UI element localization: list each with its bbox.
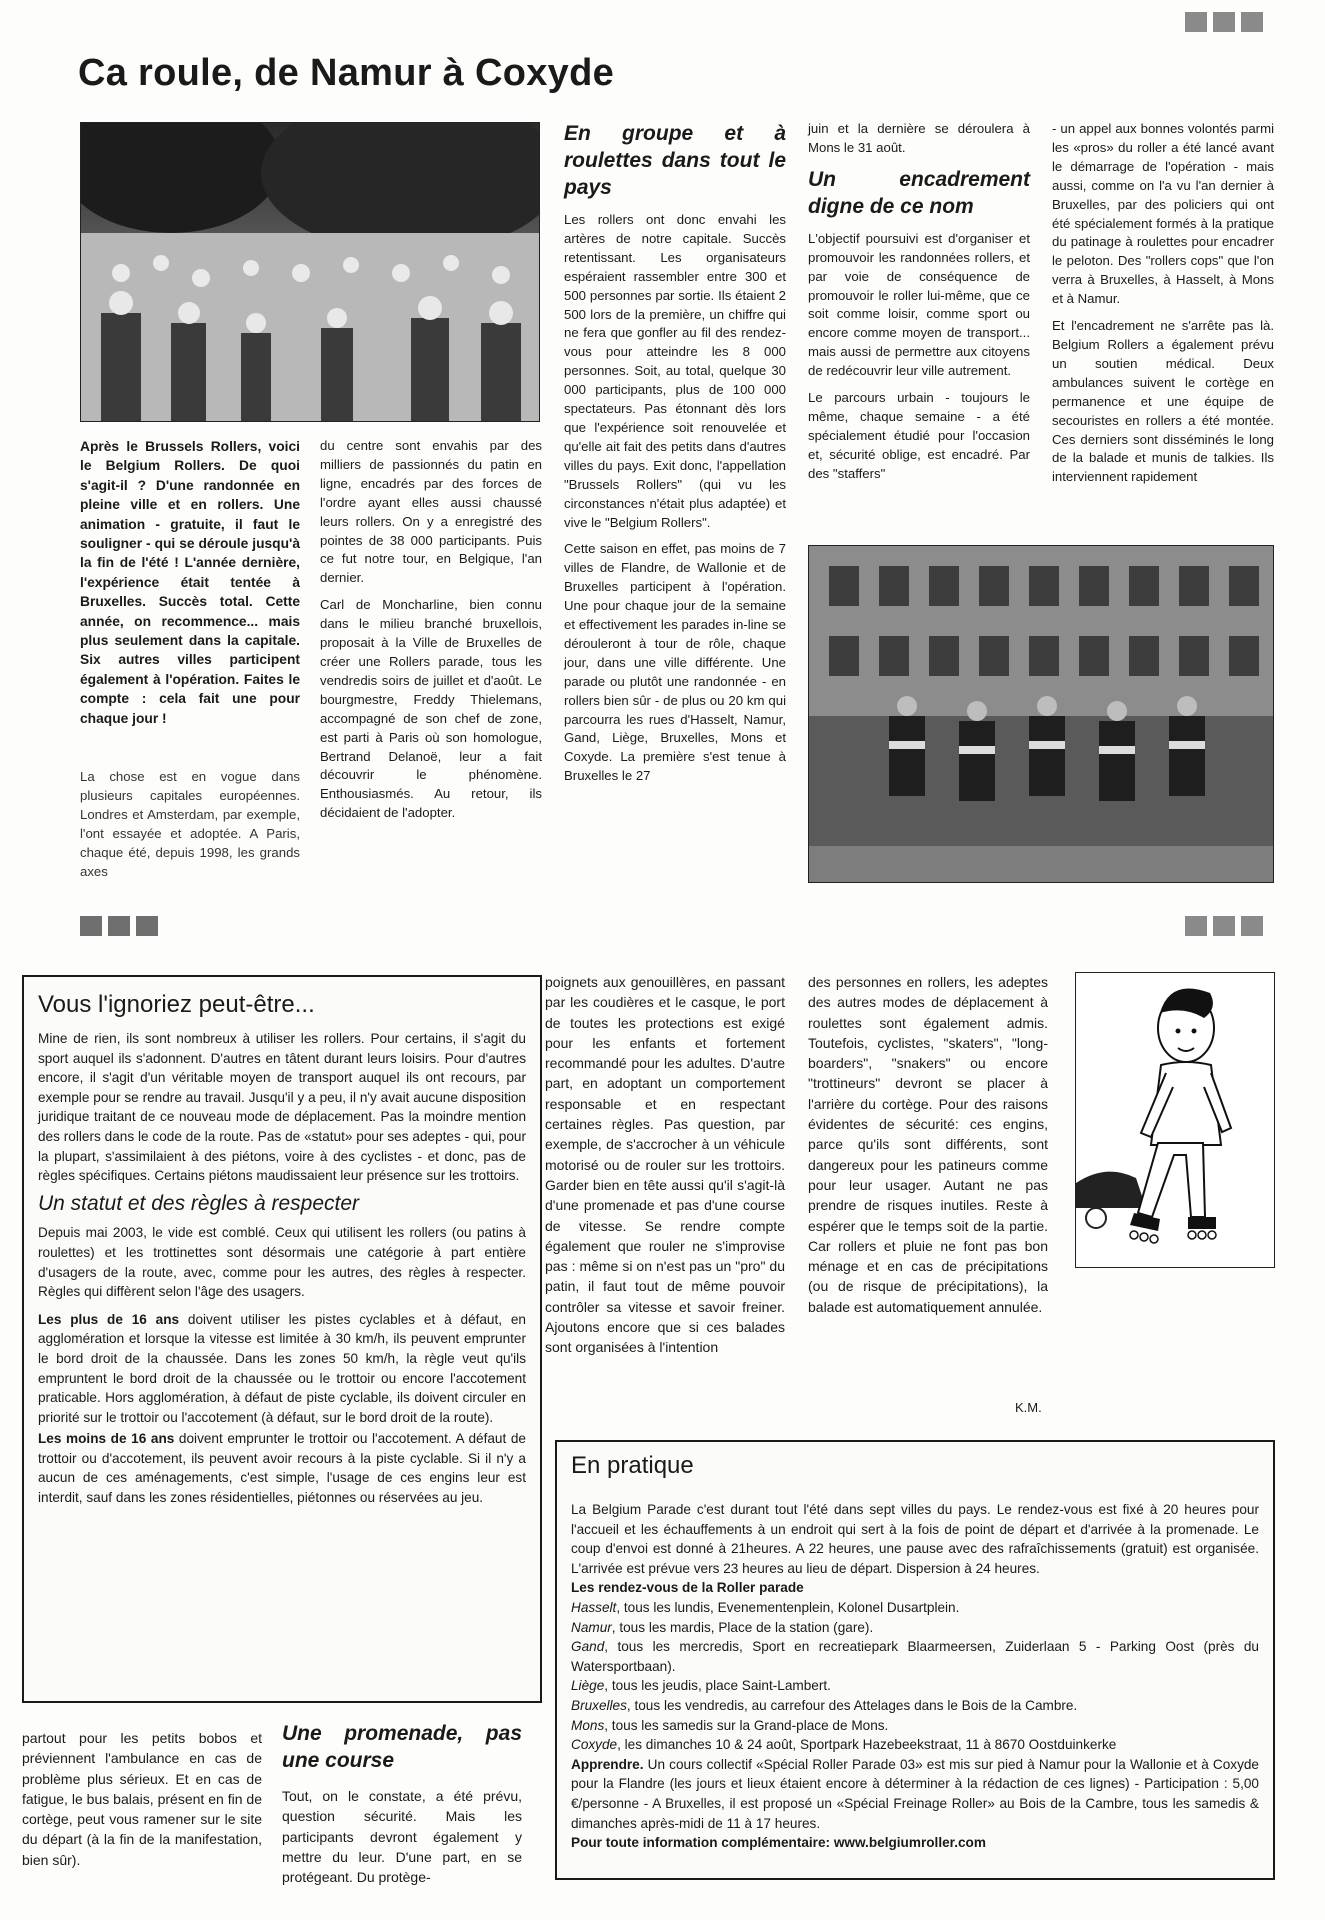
article-col-a: poignets aux genouillères, en passant par les coudières et le casque, le port de toutes les protections est exigé pour les enfants et fortement recommandé pour les adultes. D'autre part, en adoptant un comportement responsable et en respectant certaines règles. Pas question, par exemple, de s'accrocher à un véhicule motorisé ou de rouler sur les trottoirs. Garder bien en tête aussi qu'il s'agit-là d'une promenade et pas d'une course de vitesse. Se rendre compte également que rouler ne s'improvise pas : même si on n'est pas un "pro" du patin, il faut tout de même pouvoir contrôler sa vitesse et savoir freiner. Ajoutons encore que si ces balades sont organisées à l'intention — [545, 974, 785, 1356]
article-col1-text: La chose est en vogue dans plusieurs capitales européennes. Londres et Amsterdam, par exemple, l'ont essayée et adoptée. A Paris, chaque été, depuis 1998, les grands axes — [80, 769, 300, 879]
schedule-city: Mons — [571, 1717, 605, 1733]
article-bottom-left: partout pour les petits bobos et préviennent l'ambulance en cas de problème plus sérieux. Et en cas de fatigue, le bus balais, présent en fin de cortège, peut vous ramener sur le site du départ (à la fin de la manifestation, bien sûr). — [22, 1730, 262, 1868]
decor-square — [1185, 916, 1207, 936]
schedule-text: , tous les vendredis, au carrefour des Attelages dans le Bois de la Cambre. — [626, 1697, 1078, 1713]
police-rollers-photo — [808, 545, 1274, 883]
info-box-p4 — [38, 1429, 526, 1507]
author-signature: K.M. — [1015, 1400, 1042, 1415]
article-col2-p1: du centre sont envahis par des milliers de passionnés du patin en ligne, encadrés par des forces de l'ordre ayant elles aussi chaussé leurs rollers. On y a enregistré des pointes de 38 000 participants. Puis ce fut notre tour, en Belgique, l'an dernier. — [320, 438, 542, 586]
decor-square — [80, 916, 102, 936]
article-col5 — [1052, 120, 1274, 495]
decor-square — [108, 916, 130, 936]
crowd-photo-image — [81, 123, 540, 422]
schedule-text: , tous les mardis, Place de la station (gare). — [611, 1619, 874, 1635]
learn-text: Un cours collectif «Spécial Roller Parade 03» est mis sur pied à Namur pour la Wallonie et à Coxyde pour la Flandre (les jours et lieux étaient encore à déterminer à la rédaction de ces lignes) - Participation : 5,00 €/personne - A Bruxelles, il est proposé un «Spécial Freinage Roller» au Bois de la Cambre, tous les samedis & dimanches après-midi de 11 à 17 heures. — [571, 1756, 1259, 1831]
practical-info — [571, 1833, 1259, 1853]
schedule-title: Les rendez-vous de la Roller parade — [571, 1580, 804, 1596]
practical-box-title: En pratique — [571, 1452, 694, 1479]
article-col3 — [564, 120, 786, 794]
schedule-item — [571, 1716, 1259, 1736]
decor-square — [1185, 12, 1207, 32]
decor-square — [1213, 12, 1235, 32]
schedule-city: Liège — [571, 1678, 605, 1694]
article-col4-p3: Le parcours urbain - toujours le même, chaque semaine - a été spécialement étudié pour l'occasion et, sécurité oblige, est encadré. Par des "staffers" — [808, 390, 1030, 481]
schedule-item — [571, 1735, 1259, 1755]
info-box-subheading: Un statut et des règles à respecter — [38, 1191, 359, 1215]
practical-box — [555, 1440, 1275, 1880]
roller-cartoon — [1075, 972, 1275, 1268]
article-bottom-mid — [282, 1720, 522, 1895]
schedule-city: Hasselt — [571, 1599, 617, 1615]
article-col3-p1: Les rollers ont donc envahi les artères de notre capitale. Succès retentissant. Les organisateurs espéraient rassembler entre 300 et 500 personnes par sortie. Ils étaient 2 500 lors de la première, un chiffre qui ne fera que gonfler au fil des rendez-vous pour atteindre les 8 000 personnes. Soit, au total, quelque 30 000 participants, plus de 100 000 spectateurs. Pas étonnant dès lors que l'expérience soit renouvelée et qu'elle ait fait des petits dans d'autres villes du pays. Exit donc, l'appellation "Brussels Rollers" (qui vu les circonstances n'était plus adaptée) et vive le "Belgium Rollers". — [564, 212, 786, 530]
info-box-body — [38, 1029, 526, 1508]
learn-bold: Apprendre. — [571, 1756, 644, 1772]
decor-square — [136, 916, 158, 936]
info-box-p1: Mine de rien, ils sont nombreux à utiliser les rollers. Pour certains, il s'agit du sport auquel ils s'adonnent. D'autres en tâtent durant leurs loisirs. Pour d'autres encore, il s'agit d'un véritable moyen de transport auquel ils ont recours, par exemple pour se rendre au travail. Jusqu'il y a peu, il n'y avait aucune disposition juridique traitant de ce nouveau mode de déplacement. Pas la moindre mention des rollers dans le code de la route. Pas de «statut» pour ses adeptes - qui, pour la plupart, s'assimilaient à des piétons, voire à des cyclistes - et donc, pas de règles spécifiques. Certains piétons maudissaient leur présence sur les trottoirs. — [38, 1031, 526, 1184]
subheading-encadrement: Un encadrement digne de ce nom — [808, 167, 1030, 218]
article-lead: Après le Brussels Rollers, voici le Belgium Rollers. De quoi s'agit-il ? D'une randonnée en pleine ville et en rollers. Une animation - gratuite, il faut le souligner - qui se déroule jusqu'à la fin de l'été ! L'année dernière, l'expérience était tentée à Bruxelles. Succès total. Cette année, on recommence... mais plus seulement dans la capitale. Six autres villes participent également à l'opération. Faites le compte : cela fait une pour chaque jour ! — [80, 439, 300, 726]
page-title: Ca roule, de Namur à Coxyde — [78, 52, 615, 94]
schedule-list — [571, 1598, 1259, 1755]
article-col3-p2: Cette saison en effet, pas moins de 7 villes de Flandre, de Wallonie et de Bruxelles participent à l'opération. Une pour chaque jour de la semaine et effectivement les parades in-line se dérouleront à tour de rôle, chaque jour, dans une ville différente. Une parade ou plutôt une randonnée - en rollers bien sûr - de plus ou 20 km qui parcourra les rues d'Hasselt, Namur, Gand, Liège, Bruxelles, Mons et Coxyde. La première s'est tenue à Bruxelles le 27 — [564, 541, 786, 784]
article-col-b: des personnes en rollers, les adeptes des autres modes de déplacement à roulettes sont également admis. Toutefois, cyclistes, "skaters", "long-boarders", "snakers" ou encore "trottineurs" devront se placer à l'arrière du cortège. Pour des raisons évidentes de sécurité: ces engins, parce qu'ils sont différents, sont dangereux pour les patineurs comme pour leur usager. Autant ne pas prendre de risques inutiles. Reste à espérer que le temps soit de la partie. Car rollers et pluie ne font pas bon ménage et en cas de précipitations (ou de risque de précipitations), la balade est automatiquement annulée. — [808, 974, 1048, 1315]
info-box-p3-text: doivent utiliser les pistes cyclables et à défaut, en agglomération et lorsque la vitesse est limitée à 30 km/h, ils peuvent emprunter le bord droit de la chaussée. Dans les zones 50 km/h, la règle veut qu'ils empruntent le bord droit de la chaussée ou le trottoir ou encore l'accotement praticable. Hors agglomération, à défaut de piste cyclable, ils doivent circuler en priorité sur le trottoir ou l'accotement (à défaut, sur le bord droit de la route). — [38, 1311, 526, 1425]
subheading-promenade: Une promenade, pas une course — [282, 1722, 522, 1772]
practical-intro: La Belgium Parade c'est durant tout l'été dans sept villes du pays. Le rendez-vous est fixé à 20 heures pour l'accueil et les échauffements à un endroit qui sert à la fois de point de départ et d'arrivée à la promenade. Le coup d'envoi est donné à 21heures. A 22 heures, une pause avec des rafraîchissements (gratuit) est organisée. L'arrivée est prévue vers 23 heures au lieu de départ. Dispersion à 24 heures. — [571, 1502, 1259, 1576]
info-box-p4-bold: Les moins de 16 ans — [38, 1431, 175, 1447]
info-box-vous-ignoriez — [22, 975, 542, 1703]
info-box-p2: Depuis mai 2003, le vide est comblé. Ceux qui utilisent les rollers (ou patins à roulettes) et les trottinettes sont désormais une catégorie à part entière d'usagers de la route, avec, comme pour les autres, des règles à respecter. Règles qui diffèrent selon l'âge des usagers. — [38, 1225, 526, 1300]
schedule-text: , tous les jeudis, place Saint-Lambert. — [604, 1678, 831, 1694]
decor-square — [1241, 916, 1263, 936]
info-box-p4-text: doivent emprunter le trottoir ou l'accotement. A défaut de trottoir ou d'accotement, ils peuvent avoir recours à la piste cyclable. Si il n'y a aucun de ces aménagements, c'est simple, l'usage de ces engins leur est interdit, sauf dans les zones résidentielles, piétonnes ou réservées au jeu. — [38, 1431, 526, 1506]
schedule-text: , les dimanches 10 & 24 août, Sportpark Hazebeekstraat, 11 à 8670 Oostduinkerke — [617, 1737, 1117, 1753]
article-col5-p2: Et l'encadrement ne s'arrête pas là. Belgium Rollers a également prévu un soutien médical. Deux ambulances suivent le cortège en permanence et une équipe de secouristes en rollers a été montée. Ces derniers sont disséminés le long de la balade et munis de talkies. Ils interviennent rapidement — [1052, 318, 1274, 485]
schedule-city: Coxyde — [571, 1737, 618, 1753]
info-box-p3 — [38, 1310, 526, 1428]
schedule-city: Bruxelles — [571, 1697, 627, 1713]
schedule-item — [571, 1618, 1259, 1638]
police-photo-image — [809, 546, 1274, 883]
info-bold: Pour toute information complémentaire: — [571, 1835, 831, 1851]
practical-box-body — [571, 1500, 1259, 1853]
schedule-text: , tous les samedis sur la Grand-place de Mons. — [604, 1717, 889, 1733]
schedule-text: , tous les lundis, Evenementenplein, Kolonel Dusartplein. — [616, 1599, 960, 1615]
schedule-item — [571, 1676, 1259, 1696]
article-col4 — [808, 120, 1030, 492]
schedule-city: Gand — [571, 1639, 605, 1655]
article-col5-p1: - un appel aux bonnes volontés parmi les «pros» du roller a été lancé avant le démarrage de l'opération - mais aussi, comme on l'a vu l'an dernier à Bruxelles, par des policiers qui ont été spécialement formés à la pratique du patinage à roulettes pour encadrer le peloton. Des "rollers cops" que l'on verra à Bruxelles, à Hasselt, à Mons et à Namur. — [1052, 121, 1274, 307]
schedule-item — [571, 1598, 1259, 1618]
decor-square — [1213, 916, 1235, 936]
info-url[interactable]: www.belgiumroller.com — [830, 1835, 986, 1851]
decor-square — [1241, 12, 1263, 32]
info-box-title: Vous l'ignoriez peut-être... — [38, 991, 315, 1018]
schedule-text: , tous les mercredis, Sport en recreatiepark Blaarmeersen, Zuiderlaan 5 - Parking Oost (près du Watersportbaan). — [571, 1639, 1259, 1674]
article-col2-p2: Carl de Moncharline, bien connu dans le milieu branché bruxellois, proposait à la Ville de Bruxelles de créer une Rollers parade, tous les vendredis soirs de juillet et d'août. Le bourgmestre, Freddy Thielemans, accompagné de son chef de zone, est parti à Paris où son homologue, Bertrand Delanoë, leur a fait découvrir le phénomène. Enthousiasmés. Au retour, ils décidaient de l'adopter. — [320, 597, 542, 821]
schedule-item — [571, 1696, 1259, 1716]
article-bottom-mid-text: Tout, on le constate, a été prévu, question sécurité. Mais les participants devront également y mettre du leur. D'une part, en se protégeant. Du protège- — [282, 1788, 522, 1886]
info-box-p3-bold: Les plus de 16 ans — [38, 1311, 180, 1327]
cartoon-image — [1076, 973, 1274, 1267]
subheading-groupe: En groupe et à roulettes dans tout le pays — [564, 122, 786, 199]
article-col4-p1: juin et la dernière se déroulera à Mons le 31 août. — [808, 121, 1030, 155]
schedule-item — [571, 1637, 1259, 1676]
schedule-city: Namur — [571, 1619, 612, 1635]
article-col4-p2: L'objectif poursuivi est d'organiser et promouvoir les randonnées rollers, et par voie de conséquence de promouvoir le roller lui-même, que ce soit comme loisir, comme sport ou encore comme moyen de transport... mais aussi de permettre aux citoyens de redécouvrir leur ville autrement. — [808, 230, 1030, 379]
crowd-photo — [80, 122, 540, 422]
practical-learn — [571, 1755, 1259, 1833]
article-col2 — [320, 437, 542, 831]
